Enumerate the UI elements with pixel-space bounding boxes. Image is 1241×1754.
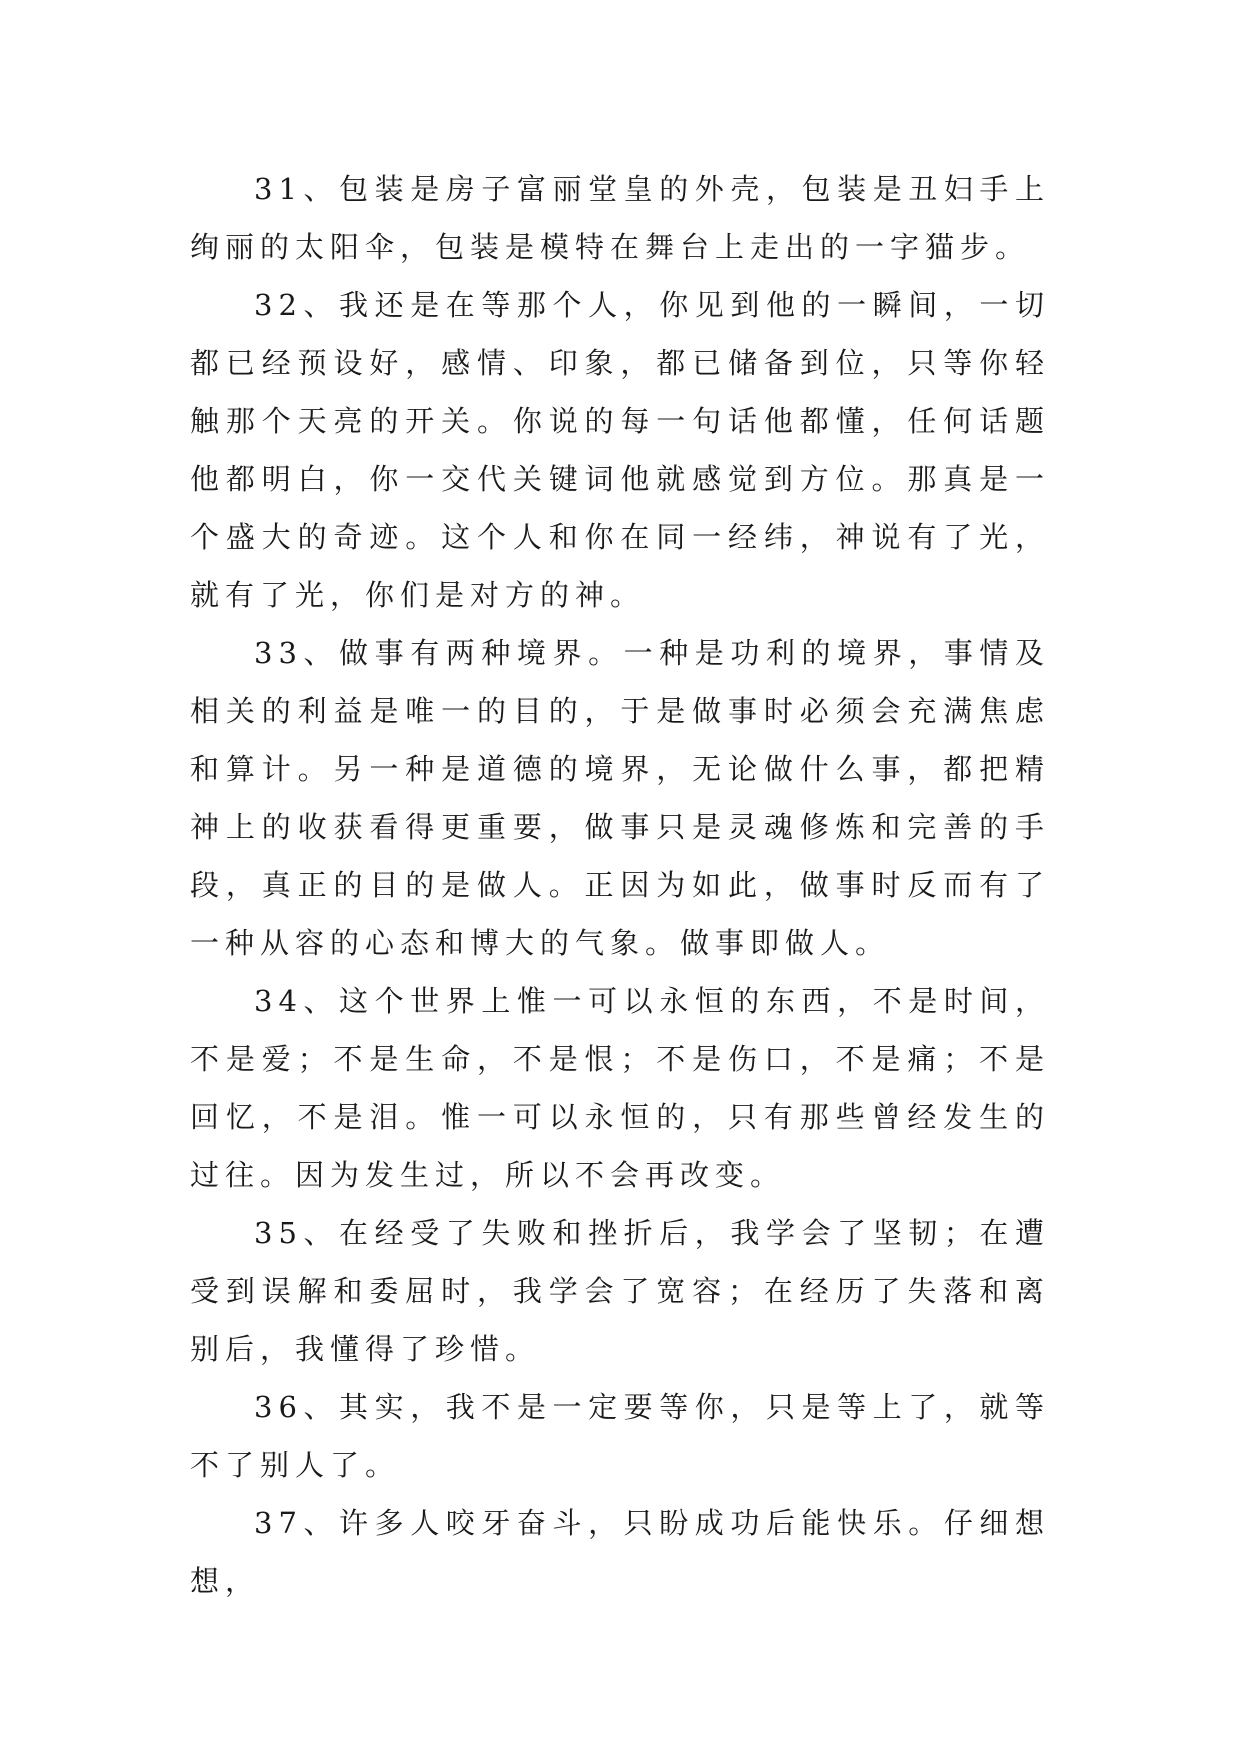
paragraph-33: 33、做事有两种境界。一种是功利的境界，事情及相关的利益是唯一的目的，于是做事时必须会充满焦虑和算计。另一种是道德的境界，无论做什么事，都把精神上的收获看得更重要，做事只是灵魂修炼和完善的手段，真正的目的是做人。正因为如此，做事时反而有了一种从容的心态和博大的气象。做事即做人。 — [190, 636, 1050, 960]
paragraph-36: 36、其实，我不是一定要等你，只是等上了，就等不了别人了。 — [190, 1390, 1050, 1482]
paragraph-35: 35、在经受了失败和挫折后，我学会了坚韧；在遭受到误解和委屈时，我学会了宽容；在经历了失落和离别后，我懂得了珍惜。 — [190, 1216, 1050, 1366]
paragraph-37: 37、许多人咬牙奋斗，只盼成功后能快乐。仔细想想， — [190, 1506, 1050, 1598]
paragraph-32: 32、我还是在等那个人，你见到他的一瞬间，一切都已经预设好，感情、印象，都已储备到位，只等你轻触那个天亮的开关。你说的每一句话他都懂，任何话题他都明白，你一交代关键词他就感觉到方位。那真是一个盛大的奇迹。这个人和你在同一经纬，神说有了光，就有了光，你们是对方的神。 — [190, 288, 1050, 612]
document-body — [190, 160, 1050, 1610]
paragraph-34: 34、这个世界上惟一可以永恒的东西，不是时间，不是爱；不是生命，不是恨；不是伤口，不是痛；不是回忆，不是泪。惟一可以永恒的，只有那些曾经发生的过往。因为发生过，所以不会再改变。 — [190, 984, 1050, 1192]
paragraph-31: 31、包装是房子富丽堂皇的外壳，包装是丑妇手上绚丽的太阳伞，包装是模特在舞台上走出的一字猫步。 — [190, 172, 1050, 264]
